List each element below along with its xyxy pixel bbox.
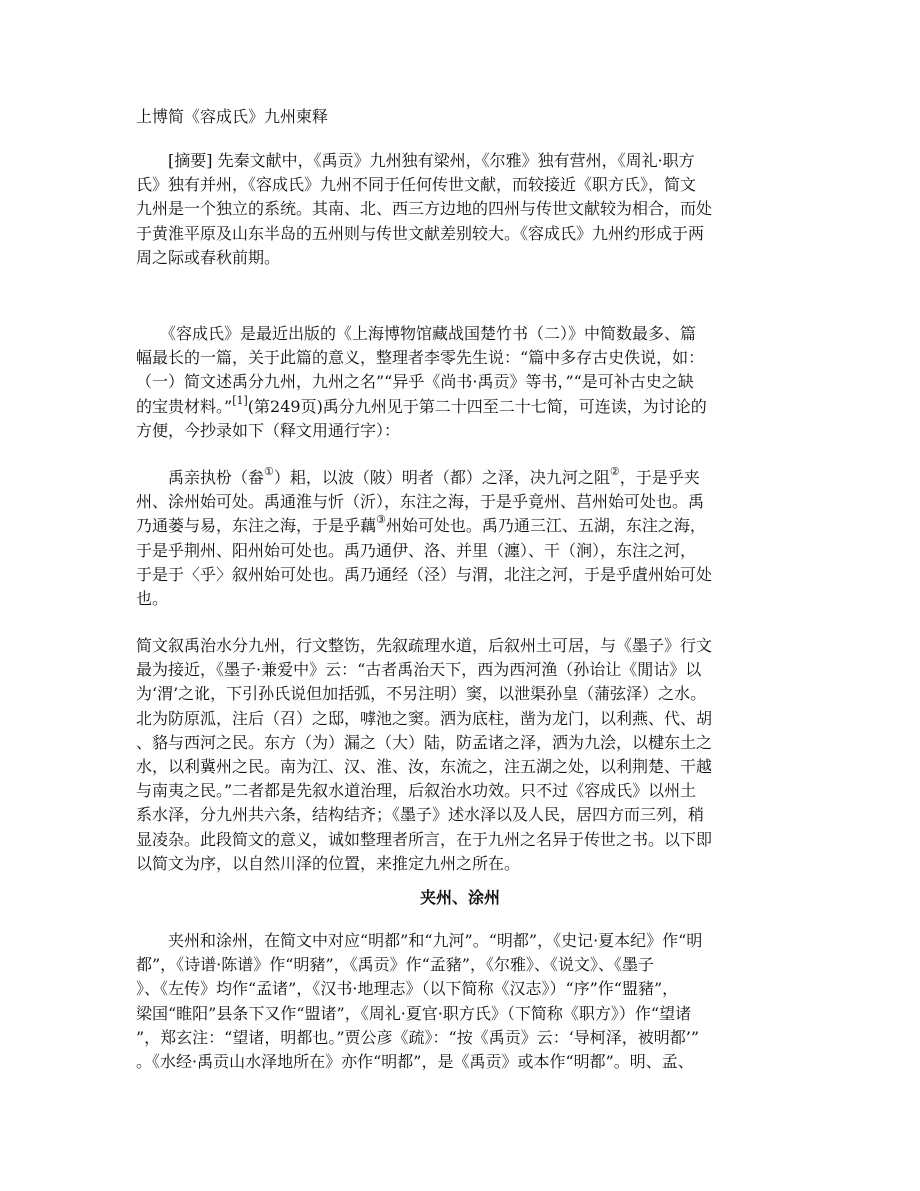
footnote-ref[interactable]: [1] [232,393,248,407]
intro-line: （一）简文述禹分九州，九州之名”“异乎《尚书·禹贡》等书，”“是可补古史之缺 [136,372,694,392]
analysis-line: 水，以利冀州之民。南为江、汉、淮、汝，东流之，注五湖之处，以利荆楚、干越 [136,756,713,776]
quote-line [136,514,786,538]
analysis-line: 显凌杂。此段简文的意义，诚如整理者所言，在于九州之名异于传世之书。以下即 [136,829,713,849]
analysis-line: 以简文为序，以自然川泽的位置，来推定九州之所在。 [136,853,521,873]
quote-text: 州始可处也。禹乃通三江、五湖，东注之海， [385,516,706,536]
analysis-line: 与南夷之民。”二者都是先叙水道治理，后叙治水功效。只不过《容成氏》以州土 [136,781,697,801]
analysis-line: 最为接近，《墨子·兼爱中》云：“古者禹治天下，西为西河渔（孙诒让《閒诂》以 [136,660,702,680]
analysis-paragraph [136,634,786,876]
intro-paragraph [136,322,786,443]
quote-line: 州、涂州始可处。禹通淮与忻（沂），东注之海，于是乎竟州、莒州始可处也。禹 [136,492,705,512]
note-marker: ③ [376,513,386,527]
quote-text: ，于是乎夹 [619,468,700,487]
section-line: 。《水经·禹贡山水泽地所在》亦作“明都”，是《禹贡》或本作“明都”。明、孟、 [136,1051,694,1071]
analysis-line: 、貉与西河之民。东方（为）漏之（大）陆，防孟诸之泽，洒为九浍，以楗东土之 [136,732,713,752]
analysis-line: 为‘渭’之讹，下引孙氏说但加括弧，不另注明）窦，以泄渠孙皇（蒲弦泽）之水。 [136,684,707,704]
quote-line: 于是乎荆州、阳州始可处也。禹乃通伊、洛、并里（瀍）、干（涧），东注之河， [136,540,697,560]
intro-text: 的宝贵材料。” [136,396,233,416]
abstract-line: 周之际或春秋前期。 [136,247,281,267]
section-line: 》、《左传》均作“孟诸”，《汉书·地理志》（以下简称《汉志》）“序”作“盟豬”， [136,979,679,999]
quote-text: 禹亲执枌（畚 [136,468,265,487]
section-line: ”，郑玄注：“望诸，明都也。”贾公彦《疏》：“按《禹贡》云：‘导柯泽，被明都’” [136,1027,700,1047]
abstract-line: 九州是一个独立的系统。其南、北、西三方边地的四州与传世文献较为相合，而处 [136,199,713,219]
intro-text: (第249页)禹分九州见于第二十四至二十七简，可连读，为讨论的 [247,396,707,416]
quote-text: 乃通蒌与易，东注之海，于是乎藕 [136,516,377,536]
document-title: 上博简《容成氏》九州柬释 [136,107,329,126]
intro-line: 幅最长的一篇，关于此篇的意义，整理者李零先生说：“篇中多存古史佚说，如： [136,348,705,368]
quote-line: 也。 [136,588,169,608]
analysis-line: 北为防原泒，注后（召）之邸，嘑池之窦。洒为底柱，凿为龙门，以利燕、代、胡 [136,708,713,728]
quote-line [136,466,786,490]
intro-line: 方便，今抄录如下（释文用通行字）： [136,420,401,440]
analysis-line: 简文叙禹治水分九州，行文整饬，先叙疏理水道，后叙州土可居，与《墨子》行文 [136,636,713,655]
abstract-line: 氏》独有并州，《容成氏》九州不同于任何传世文献，而较接近《职方氏》，简文 [136,175,697,195]
quote-text: ）耜，以波（陂）明者（都）之泽，决九河之阻 [273,468,610,487]
note-marker: ② [609,465,620,478]
section-heading: 夹州、涂州 [419,888,500,907]
intro-line: 《容成氏》是最近出版的《上海博物馆藏战国楚竹书（二）》中简数最多、篇 [136,324,697,343]
section-line: 梁国“睢阳”县条下又作“盟诸”，《周礼·夏官·职方氏》（下简称《职方》）作“望诸 [136,1003,692,1023]
section-paragraph [136,929,786,1074]
abstract-line: 于黄淮平原及山东半岛的五州则与传世文献差别较大。《容成氏》九州约形成于两 [136,223,705,243]
section-line: 夹州和涂州，在简文中对应“明都”和“九河”。“明都”，《史记·夏本纪》作“明 [136,931,703,950]
section-line: 都”，《诗谱·陈谱》作“明豬”，《禹贡》作“孟豬”，《尔雅》、《说文》、《墨子 [136,955,654,975]
analysis-line: 系水泽，分九州共六条，结构结齐；《墨子》述水泽以及人民，居四方而三列，稍 [136,805,705,825]
abstract-line: [摘要] 先秦文献中，《禹贡》九州独有梁州，《尔雅》独有营州，《周礼·职方 [136,151,695,170]
abstract-paragraph [136,149,786,270]
quote-paragraph [136,466,786,611]
intro-line [136,395,786,419]
quote-line: 于是于〈乎〉叙州始可处也。禹乃通经（泾）与渭，北注之河，于是乎虘州始可处 [136,564,713,584]
note-marker: ① [264,465,274,478]
